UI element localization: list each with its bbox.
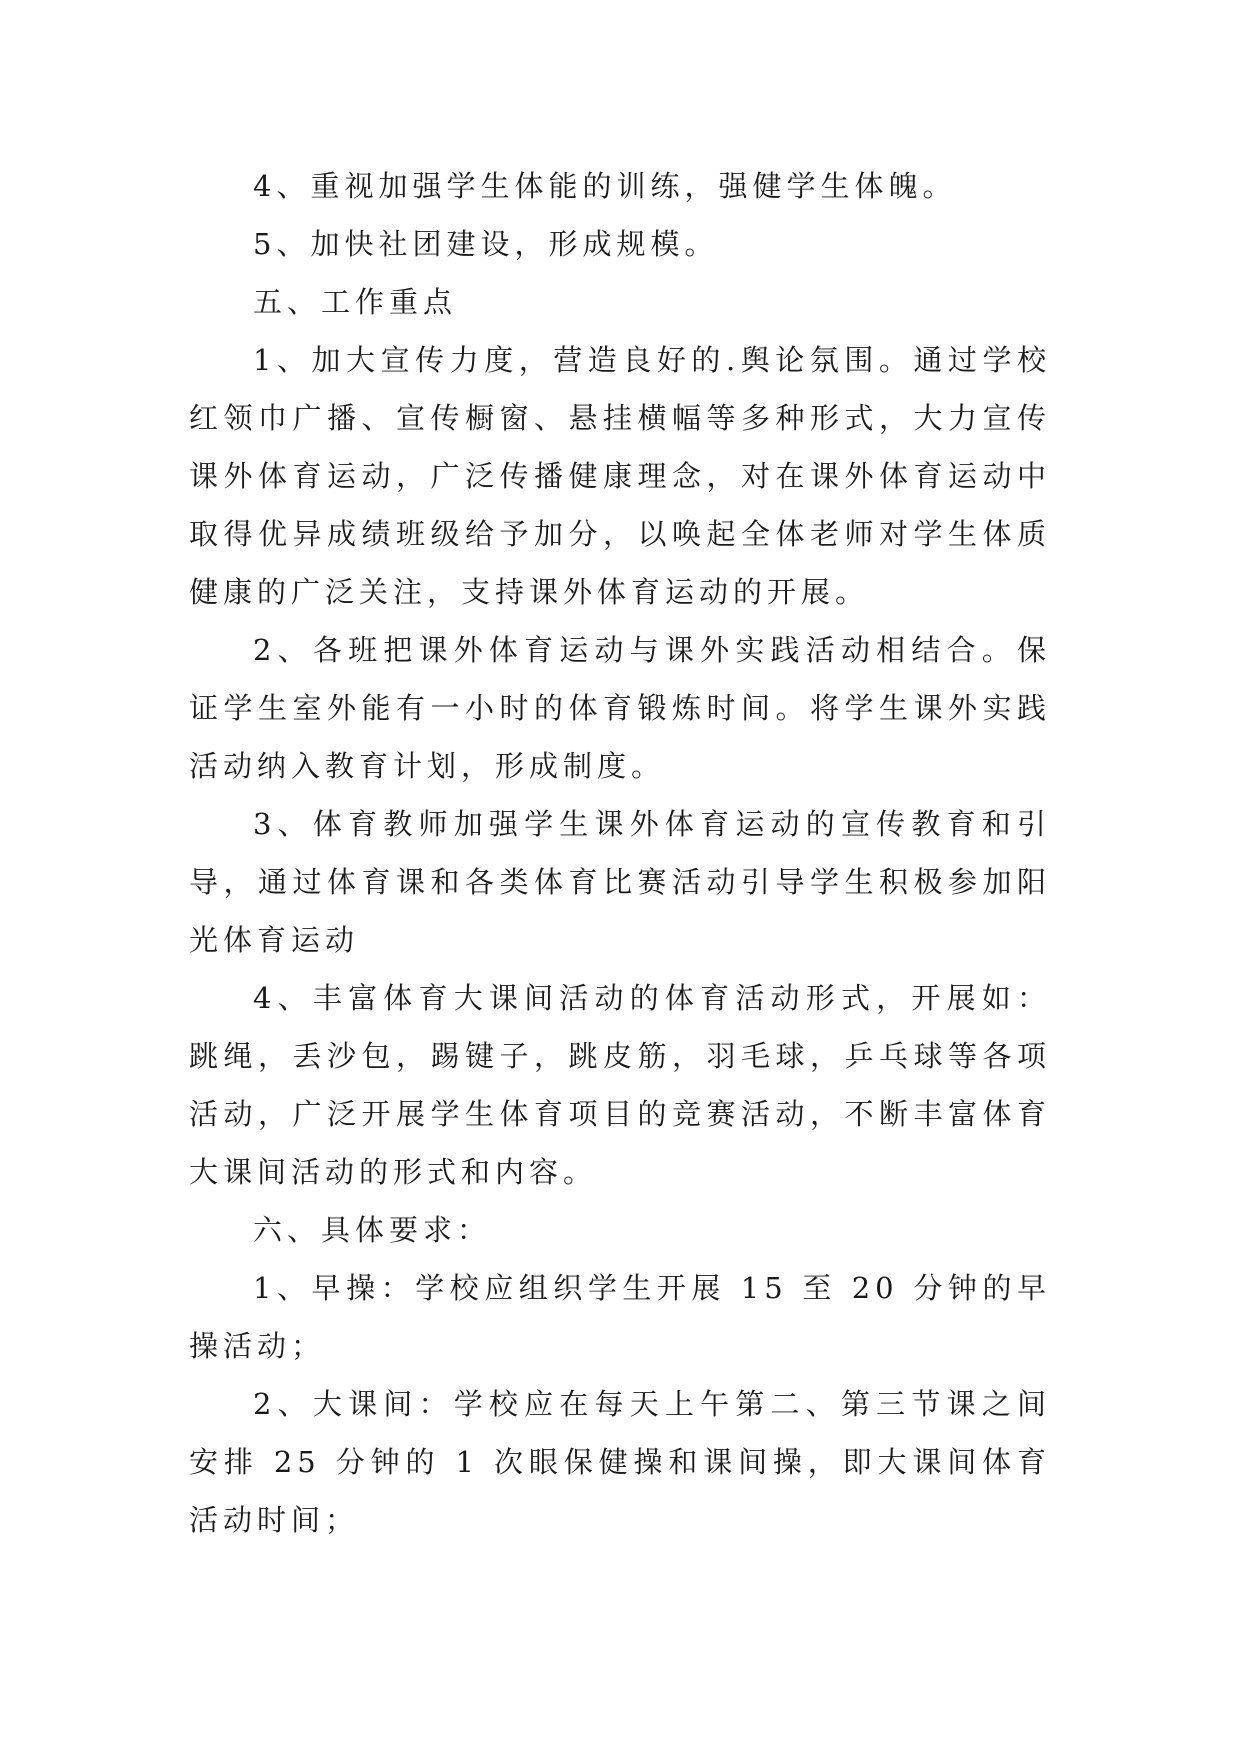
paragraph-big-recess: 2、大课间：学校应在每天上午第二、第三节课之间安排 25 分钟的 1 次眼保健操和课间操，即大课间体育活动时间；	[189, 1387, 1051, 1537]
paragraph-morning-exercise: 1、早操：学校应组织学生开展 15 至 20 分钟的早操活动；	[189, 1271, 1051, 1363]
paragraph-publicity: 1、加大宣传力度，营造良好的.舆论氛围。通过学校红领巾广播、宣传橱窗、悬挂横幅等多种形式，大力宣传课外体育运动，广泛传播健康理念，对在课外体育运动中取得优异成绩班级给予加分，以唤起全体老师对学生体质健康的广泛关注，支持课外体育运动的开展。	[189, 343, 1051, 609]
paragraph-club-building: 5、加快社团建设，形成规模。	[253, 227, 719, 261]
section-heading-requirements: 六、具体要求：	[253, 1213, 492, 1247]
section-heading-work-focus: 五、工作重点	[253, 285, 458, 319]
paragraph-physical-training: 4、重视加强学生体能的训练，强健学生体魄。	[253, 169, 957, 203]
paragraph-class-integration: 2、各班把课外体育运动与课外实践活动相结合。保证学生室外能有一小时的体育锻炼时间。将学生课外实践活动纳入教育计划，形成制度。	[189, 633, 1051, 783]
paragraph-recess-activities: 4、丰富体育大课间活动的体育活动形式，开展如：跳绳，丢沙包，踢键子，跳皮筋，羽毛球，乒乓球等各项活动，广泛开展学生体育项目的竞赛活动，不断丰富体育大课间活动的形式和内容。	[189, 981, 1051, 1189]
paragraph-pe-teachers: 3、体育教师加强学生课外体育运动的宣传教育和引导，通过体育课和各类体育比赛活动引导学生积极参加阳光体育运动	[189, 807, 1051, 957]
document-body	[189, 157, 1051, 1549]
